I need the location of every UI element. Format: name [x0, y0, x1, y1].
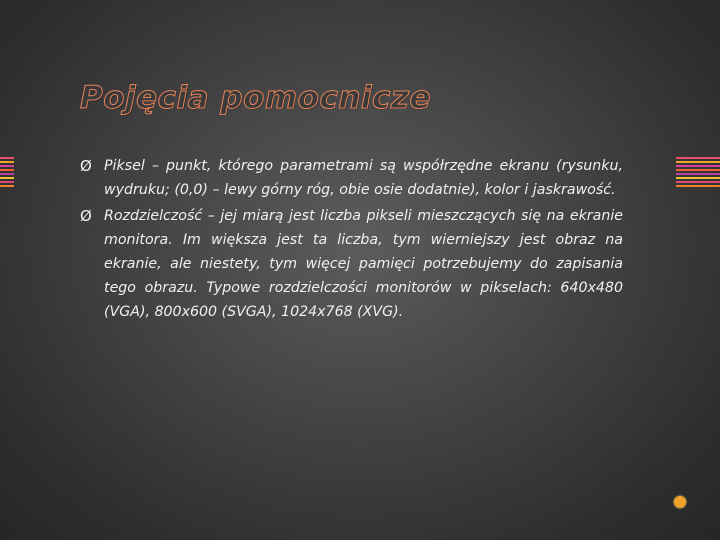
bullet-arrow-icon: Ø [80, 207, 92, 225]
stripe [676, 169, 720, 171]
bullet-arrow-icon: Ø [80, 157, 92, 175]
bullet-item [80, 204, 623, 324]
bullet-text: Rozdzielczość – jej miarą jest liczba pikseli mieszczących się na ekranie monitora. Im większa jest ta liczba, tym wierniejszy jest obraz na ekranie, ale niestety, tym więcej pamięci potrzebujemy do zapisania tego obrazu. Typowe rozdzielczości monitorów w pikselach: 640x480 (VGA), 800x600 (SVGA), 1024x768 (XVG). [104, 208, 623, 320]
stripe [0, 185, 14, 187]
stripe [676, 161, 720, 163]
decorative-stripes-left [0, 157, 14, 189]
accent-dot-icon [674, 496, 686, 508]
bullet-text: Piksel – punkt, którego parametrami są współrzędne ekranu (rysunku, wydruku; (0,0) – lewy górny róg, obie osie dodatnie), kolor i jaskrawość. [104, 158, 623, 198]
stripe [676, 181, 720, 183]
stripe [0, 169, 14, 171]
stripe [0, 173, 14, 175]
stripe [0, 181, 14, 183]
stripe [676, 185, 720, 187]
stripe [676, 173, 720, 175]
stripe [676, 157, 720, 159]
stripe [676, 165, 720, 167]
stripe [0, 165, 14, 167]
bullet-item [80, 154, 623, 202]
slide-title: Pojęcia pomocnicze [80, 80, 431, 116]
stripe [0, 157, 14, 159]
stripe [676, 177, 720, 179]
stripe [0, 161, 14, 163]
decorative-stripes-right [676, 157, 720, 189]
slide-content [80, 154, 623, 324]
stripe [0, 177, 14, 179]
